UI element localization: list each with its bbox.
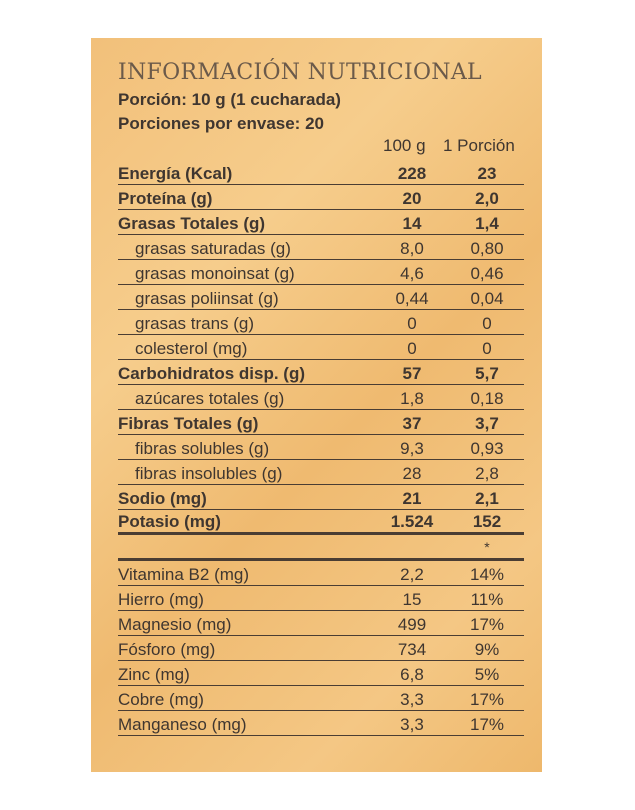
row-label: Hierro (mg): [118, 590, 204, 609]
row-label: colesterol (mg): [135, 339, 248, 358]
table-row: [118, 561, 524, 586]
value-portion: 5,7: [475, 364, 499, 383]
table-row: [118, 711, 524, 736]
row-label: Magnesio (mg): [118, 615, 232, 634]
row-label: Manganeso (mg): [118, 715, 247, 734]
value-100g: 28: [402, 464, 422, 483]
table-row: [118, 435, 524, 460]
value-100g: 57: [402, 364, 422, 383]
value-portion: 0: [482, 339, 492, 358]
row-label: fibras insolubles (g): [135, 464, 283, 483]
row-label: Zinc (mg): [118, 665, 190, 684]
portion-size: Porción: 10 g (1 cucharada): [118, 90, 341, 109]
value-100g: 6,8: [400, 665, 424, 684]
value-portion: 2,0: [475, 189, 499, 208]
value-100g: 0: [407, 339, 417, 358]
value-portion: 17%: [469, 715, 505, 734]
value-portion: 0: [482, 314, 492, 333]
row-label: Grasas Totales (g): [118, 214, 266, 233]
table-row: [118, 385, 524, 410]
table-row: [118, 160, 524, 185]
label-title: INFORMACIÓN NUTRICIONAL: [118, 60, 482, 85]
table-row: [118, 586, 524, 611]
value-portion: 23: [477, 164, 497, 183]
table-row: [118, 611, 524, 636]
daily-value-marker-row: [118, 535, 524, 561]
value-100g: 2,2: [400, 565, 424, 584]
row-label: grasas trans (g): [135, 314, 255, 333]
table-row: [118, 235, 524, 260]
value-portion: 0,80: [470, 239, 504, 258]
table-row: [118, 661, 524, 686]
value-100g: 3,3: [400, 690, 424, 709]
row-label: grasas saturadas (g): [135, 239, 291, 258]
value-100g: 20: [402, 189, 422, 208]
value-100g: 0: [407, 314, 417, 333]
row-label: Carbohidratos disp. (g): [118, 364, 305, 383]
row-label: Energía (Kcal): [118, 164, 233, 183]
row-label: grasas poliinsat (g): [135, 289, 279, 308]
value-100g: 37: [402, 414, 422, 433]
nutrition-table: [118, 160, 524, 736]
value-portion: 0,04: [470, 289, 504, 308]
portions-per-container: Porciones por envase: 20: [118, 114, 324, 133]
daily-value-asterisk: *: [484, 538, 490, 555]
table-row: [118, 285, 524, 310]
table-row: [118, 335, 524, 360]
table-row: [118, 310, 524, 335]
value-portion: 17%: [469, 690, 505, 709]
value-100g: 15: [402, 590, 422, 609]
value-100g: 8,0: [400, 239, 424, 258]
row-label: Sodio (mg): [118, 489, 207, 508]
table-row: [118, 485, 524, 510]
value-portion: 2,1: [475, 489, 499, 508]
table-row: [118, 260, 524, 285]
table-row: [118, 185, 524, 210]
value-portion: 0,46: [470, 264, 504, 283]
value-portion: 2,8: [475, 464, 499, 483]
column-header-100g: 100 g: [383, 136, 426, 155]
value-portion: 3,7: [475, 414, 499, 433]
column-header-portion: 1 Porción: [443, 136, 515, 155]
row-label: Vitamina B2 (mg): [118, 565, 250, 584]
row-label: azúcares totales (g): [135, 389, 285, 408]
value-portion: 9%: [474, 640, 500, 659]
table-row: [118, 636, 524, 661]
value-100g: 4,6: [400, 264, 424, 283]
value-100g: 0,44: [395, 289, 429, 308]
value-100g: 21: [402, 489, 422, 508]
row-label: Proteína (g): [118, 189, 213, 208]
value-portion: 0,93: [470, 439, 504, 458]
row-label: Potasio (mg): [118, 512, 221, 531]
value-100g: 228: [397, 164, 427, 183]
value-100g: 1,8: [400, 389, 424, 408]
table-row: [118, 210, 524, 235]
value-portion: 14%: [469, 565, 505, 584]
value-100g: 1.524: [390, 512, 434, 531]
value-portion: 5%: [474, 665, 500, 684]
value-100g: 3,3: [400, 715, 424, 734]
value-portion: 0,18: [470, 389, 504, 408]
row-label: Fibras Totales (g): [118, 414, 259, 433]
value-100g: 499: [397, 615, 427, 634]
value-100g: 9,3: [400, 439, 424, 458]
value-100g: 734: [397, 640, 427, 659]
row-label: fibras solubles (g): [135, 439, 270, 458]
table-row: [118, 410, 524, 435]
value-portion: 1,4: [475, 214, 499, 233]
table-row: [118, 460, 524, 485]
table-row: [118, 686, 524, 711]
table-row: [118, 360, 524, 385]
row-label: Cobre (mg): [118, 690, 204, 709]
row-label: grasas monoinsat (g): [135, 264, 295, 283]
row-label: Fósforo (mg): [118, 640, 216, 659]
table-row: [118, 510, 524, 535]
value-portion: 11%: [470, 590, 504, 609]
value-portion: 17%: [469, 615, 505, 634]
value-portion: 152: [472, 512, 502, 531]
value-100g: 14: [402, 214, 422, 233]
